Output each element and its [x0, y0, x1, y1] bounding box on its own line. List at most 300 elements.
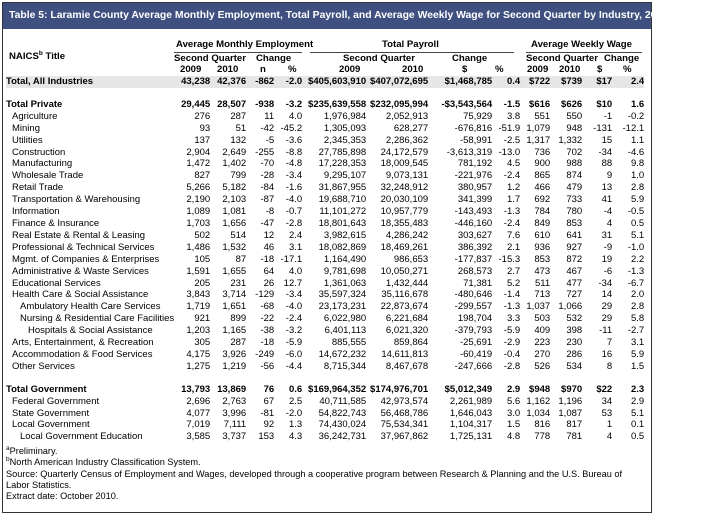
table-cell: 1,532	[222, 241, 247, 253]
table-cell: -255	[255, 146, 275, 158]
footnote-b-marker: b	[6, 456, 10, 464]
table-cell: 2.7	[506, 265, 521, 277]
table-title: Table 5: Laramie County Average Monthly Employment, Total Payroll, and Average Weekly Wage for Second Quarter by Industry, 2009 and 2010	[9, 10, 716, 21]
table-cell: 2.0	[630, 289, 645, 301]
table-cell: -2.4	[503, 170, 521, 182]
table-cell: 3,926	[222, 348, 247, 360]
table-cell: 231	[230, 277, 247, 289]
header-emp-n: n	[260, 64, 266, 75]
table-cell: 43,238	[174, 76, 210, 88]
table-cell: 137	[194, 134, 211, 146]
header-naics: NAICS	[9, 51, 39, 62]
footnote-b-text: North American Industry Classification System.	[9, 457, 201, 468]
table-cell: -9	[603, 241, 613, 253]
table-title-bar	[3, 3, 719, 29]
table-cell: -131	[593, 122, 613, 134]
table-cell: 1,196	[558, 395, 583, 407]
table-cell: -676,816	[454, 122, 493, 134]
table-cell: 936	[534, 241, 551, 253]
table-cell: 31	[601, 229, 613, 241]
table-cell: -11	[599, 325, 613, 337]
table-row	[6, 337, 644, 349]
table-cell: 853	[534, 253, 551, 265]
footnote-a	[6, 446, 642, 457]
table-cell: 198,704	[457, 313, 493, 325]
table-cell: 781	[566, 431, 583, 443]
table-cell: 380,957	[457, 182, 493, 194]
industry-title: Arts, Entertainment, & Recreation	[12, 337, 154, 349]
table-cell: 3,714	[222, 289, 247, 301]
table-cell: 1,079	[526, 122, 551, 134]
table-cell: 5,182	[222, 182, 247, 194]
footnote-a-text: Preliminary.	[9, 446, 58, 456]
table-cell: 927	[566, 241, 583, 253]
table-cell: 2.2	[630, 253, 645, 265]
table-cell: 76	[263, 383, 275, 395]
table-cell: $722	[520, 76, 550, 88]
table-cell: 12	[263, 229, 275, 241]
table-cell: 0.1	[630, 419, 645, 431]
extract-date-note: Extract date: October 2010.	[6, 491, 119, 502]
table-row	[6, 147, 644, 159]
industry-title: State Government	[12, 407, 90, 419]
table-row	[6, 278, 644, 290]
table-cell: 733	[566, 194, 583, 206]
table-row	[6, 289, 644, 301]
industry-title: Finance & Insurance	[12, 217, 100, 229]
table-cell: 9,295,107	[323, 170, 367, 182]
header-wage-second-quarter: Second Quarter	[526, 53, 598, 64]
table-cell: 1.3	[288, 419, 303, 431]
table-cell: 31,867,955	[318, 182, 367, 194]
table-cell: 3.0	[506, 407, 521, 419]
table-cell: 87	[235, 253, 247, 265]
table-cell: 778	[534, 431, 551, 443]
table-cell: -177,837	[454, 253, 493, 265]
table-cell: 6,022,980	[323, 313, 367, 325]
table-cell: -4.0	[285, 301, 303, 313]
table-cell: 2,345,353	[323, 134, 367, 146]
table-cell: -84	[260, 182, 275, 194]
table-cell: -299,557	[454, 301, 493, 313]
table-cell: -862	[246, 76, 274, 88]
table-cell: 2,190	[186, 194, 211, 206]
table-cell: 22,873,674	[380, 301, 429, 313]
table-cell: 3,982,615	[323, 229, 367, 241]
table-cell: 2.8	[630, 301, 645, 313]
table-cell: 899	[230, 313, 247, 325]
table-cell: -1.3	[503, 206, 521, 218]
header-wage-dollar: $	[597, 64, 603, 75]
table-cell: 874	[566, 170, 583, 182]
table-cell: 4,175	[186, 348, 211, 360]
table-cell: -2.0	[285, 407, 303, 419]
table-cell: 2.4	[612, 76, 644, 88]
table-cell: 628,277	[393, 122, 429, 134]
table-cell: 287	[230, 337, 247, 349]
table-cell: 5.1	[630, 407, 645, 419]
table-cell: 26	[263, 277, 275, 289]
table-cell: 11,101,272	[319, 206, 367, 218]
table-cell: 2,286,362	[385, 134, 429, 146]
table-row	[6, 135, 644, 147]
industry-title: Nursing & Residential Care Facilities	[20, 313, 175, 325]
industry-title: Total Government	[6, 383, 87, 395]
table-row	[6, 170, 644, 182]
table-cell: 41	[601, 194, 613, 206]
table-cell: 827	[194, 170, 211, 182]
table-cell: 341,399	[457, 194, 493, 206]
table-cell: 9,073,131	[385, 170, 429, 182]
table-cell: -129	[255, 289, 275, 301]
table-cell: 42,376	[210, 76, 246, 88]
table-cell: 18,355,483	[380, 217, 429, 229]
footnote-b	[6, 457, 642, 468]
table-cell: 4.0	[288, 110, 303, 122]
footnotes	[6, 446, 642, 502]
table-cell: -5	[265, 134, 275, 146]
table-cell: 988	[566, 158, 583, 170]
footnote-a-marker: a	[6, 444, 10, 452]
table-cell: 511	[535, 277, 551, 289]
table-cell: 18,082,869	[318, 241, 367, 253]
table-cell: 1,432,444	[385, 277, 429, 289]
table-cell: 74,430,024	[318, 419, 367, 431]
table-cell: 3.8	[506, 110, 521, 122]
table-cell: -34	[598, 277, 613, 289]
table-cell: -5.9	[285, 337, 303, 349]
table-cell: 29,445	[181, 98, 211, 110]
table-cell: 641	[566, 229, 583, 241]
table-cell: 13	[601, 182, 613, 194]
table-cell: 0.5	[630, 431, 645, 443]
table-cell: $616	[529, 98, 551, 110]
table-cell: 4	[606, 217, 613, 229]
table-cell: 19,688,710	[318, 194, 367, 206]
table-cell: 853	[566, 217, 583, 229]
table-cell: -34	[598, 146, 613, 158]
table-cell: $22	[596, 383, 613, 395]
table-cell: 88	[601, 158, 613, 170]
table-cell: 1,305,093	[323, 122, 367, 134]
industry-title: Other Services	[12, 360, 75, 372]
table-row	[6, 194, 644, 206]
table-cell: $232,095,994	[370, 98, 429, 110]
table-row	[6, 396, 644, 408]
table-cell: 1,591	[186, 265, 211, 277]
table-cell: 799	[230, 170, 247, 182]
table-cell: 20,030,109	[380, 194, 429, 206]
table-cell: 736	[534, 146, 551, 158]
table-cell: 305	[194, 337, 211, 349]
table-cell: 132	[230, 134, 247, 146]
table-cell: 2,261,989	[449, 395, 493, 407]
table-cell: 14	[601, 289, 613, 301]
table-cell: 2,696	[186, 395, 211, 407]
industry-title: Transportation & Warehousing	[12, 194, 141, 206]
table-cell: 286	[566, 348, 583, 360]
table-cell: -1.3	[503, 301, 521, 313]
table-cell: 9	[606, 170, 613, 182]
table-cell: 3.1	[630, 337, 645, 349]
table-cell: -4.6	[627, 146, 645, 158]
table-cell: 2,649	[222, 146, 247, 158]
industry-title: Mining	[12, 122, 40, 134]
header-employment-second-quarter: Second Quarter	[174, 53, 246, 64]
table-cell: 1,472	[186, 158, 211, 170]
table-cell: 692	[534, 194, 551, 206]
table-cell: 35,116,678	[381, 289, 429, 301]
naics-footnote-marker: b	[38, 49, 43, 57]
table-cell: $626	[561, 98, 583, 110]
table-cell: 780	[566, 206, 583, 218]
table-cell: -480,646	[454, 289, 493, 301]
table-cell: 526	[534, 360, 551, 372]
table-cell: 2.9	[506, 383, 521, 395]
table-cell: 2.9	[630, 395, 645, 407]
table-cell: -17.1	[280, 253, 303, 265]
table-cell: 35,597,324	[318, 289, 367, 301]
table-row	[6, 218, 644, 230]
header-wage-2009: 2009	[527, 64, 549, 75]
table-cell: $10	[596, 98, 613, 110]
table-cell: 1,725,131	[449, 431, 493, 443]
table-cell: 1,402	[222, 158, 247, 170]
table-cell: -0.5	[627, 206, 645, 218]
table-cell: -81	[260, 407, 275, 419]
table-cell: -87	[260, 194, 275, 206]
table-cell: -4.0	[285, 194, 303, 206]
table-cell: 2.1	[506, 241, 521, 253]
table-cell: -42	[260, 122, 275, 134]
table-cell: -2.8	[285, 217, 303, 229]
table-row	[6, 361, 644, 373]
table-cell: 14,672,232	[318, 348, 367, 360]
table-cell: 817	[566, 419, 583, 431]
table-cell: -1	[603, 110, 613, 122]
industry-title: Construction	[12, 146, 66, 158]
table-cell: 16	[601, 348, 613, 360]
table-cell: -2.4	[285, 313, 303, 325]
table-cell: 610	[534, 229, 551, 241]
table-cell: -6.7	[627, 277, 645, 289]
source-note: Source: Quarterly Census of Employment and Wages, developed through a cooperative program between Research & Planning and the U.S. Bureau of Labor Statistics.	[6, 468, 623, 490]
table-cell: 7	[606, 337, 613, 349]
table-cell: 1,164,490	[323, 253, 367, 265]
table-cell: 71,381	[463, 277, 493, 289]
table-cell: $1,468,785	[428, 76, 492, 88]
table-cell: 5.9	[630, 194, 645, 206]
table-cell: $948	[529, 383, 551, 395]
table-row	[6, 266, 644, 278]
table-cell: -1.4	[503, 289, 521, 301]
table-cell: 1,486	[186, 241, 211, 253]
table-cell: 3,585	[186, 431, 211, 443]
header-emp-2010: 2010	[217, 64, 239, 75]
industry-title: Accommodation & Food Services	[12, 348, 153, 360]
industry-title: Educational Services	[12, 277, 101, 289]
table-cell: 409	[534, 325, 551, 337]
table-cell: 5,266	[186, 182, 211, 194]
table-cell: 5.8	[630, 313, 645, 325]
table-row	[6, 182, 644, 194]
table-cell: 5.6	[506, 395, 521, 407]
table-cell: -938	[255, 98, 275, 110]
industry-title: Wholesale Trade	[12, 170, 84, 182]
table-cell: $407,072,695	[366, 76, 428, 88]
table-cell: 702	[566, 146, 583, 158]
table-cell: 153	[258, 431, 275, 443]
table-cell: 534	[566, 360, 583, 372]
table-cell: -8.8	[285, 146, 303, 158]
table-row	[6, 230, 644, 242]
table-cell: 0.5	[630, 217, 645, 229]
table-cell: $739	[550, 76, 582, 88]
table-cell: $5,012,349	[444, 383, 493, 395]
industry-title: Professional & Technical Services	[12, 241, 155, 253]
table-cell: 5.1	[630, 229, 645, 241]
table-row	[6, 206, 644, 218]
table-cell: -2.9	[503, 337, 521, 349]
table-cell: 37,967,862	[380, 431, 429, 443]
table-cell: 3,996	[222, 407, 247, 419]
table-cell: -3.2	[285, 98, 303, 110]
table-cell: -0.4	[503, 348, 521, 360]
industry-title: Utilities	[12, 134, 43, 146]
table-cell: -1.3	[627, 265, 645, 277]
header-payroll-group: Total Payroll	[382, 39, 439, 50]
table-cell: -2.0	[274, 76, 302, 88]
table-cell: 64	[263, 265, 275, 277]
table-cell: 23,173,231	[318, 301, 367, 313]
table-cell: 1.7	[506, 194, 521, 206]
table-cell: 13,869	[217, 383, 247, 395]
table-row	[6, 349, 644, 361]
table-cell: 54,822,743	[318, 407, 367, 419]
table-cell: 4	[606, 431, 613, 443]
table-cell: 865	[534, 170, 551, 182]
table-cell: 1,034	[526, 407, 551, 419]
table-cell: 205	[194, 277, 211, 289]
header-naics-title	[9, 51, 65, 63]
table-cell: 781,192	[457, 158, 493, 170]
header-emp-2009: 2009	[180, 64, 202, 75]
table-cell: $235,639,558	[308, 98, 367, 110]
table-cell: -28	[260, 170, 275, 182]
header-wage-pct: %	[623, 64, 632, 75]
table-cell: 8	[606, 360, 613, 372]
table-row	[6, 242, 644, 254]
table-cell: 1,081	[222, 206, 247, 218]
table-cell: 1.5	[506, 419, 521, 431]
table-cell: 15	[601, 134, 613, 146]
table-cell: -58,991	[459, 134, 493, 146]
table-cell: 1,656	[222, 217, 247, 229]
table-cell: -8	[265, 206, 275, 218]
table-cell: 3.1	[288, 241, 303, 253]
table-cell: 4,286,242	[385, 229, 429, 241]
table-cell: 849	[534, 217, 551, 229]
table-cell: 2.4	[288, 229, 303, 241]
table-cell: 4.5	[506, 158, 521, 170]
table-cell: 479	[566, 182, 583, 194]
table-cell: 105	[194, 253, 211, 265]
table-cell: 34	[601, 395, 613, 407]
table-cell: 503	[534, 313, 551, 325]
table-row	[6, 111, 644, 123]
table-cell: -$3,543,564	[441, 98, 493, 110]
table-cell: 1.0	[630, 170, 645, 182]
table-cell: -25,691	[459, 337, 493, 349]
table-cell: 398	[566, 325, 583, 337]
table-cell: 13,793	[181, 383, 211, 395]
table-cell: -15.3	[498, 253, 521, 265]
table-cell: -143,493	[454, 206, 493, 218]
header-pay-dollar: $	[462, 64, 468, 75]
table-cell: 29	[601, 313, 613, 325]
table-cell: -51.9	[498, 122, 521, 134]
table-cell: -0.2	[627, 110, 645, 122]
spacer-row	[6, 88, 644, 99]
table-cell: 3,737	[222, 431, 247, 443]
table-row	[6, 123, 644, 135]
industry-title: Health Care & Social Assistance	[12, 289, 149, 301]
table-cell: 1,361,063	[323, 277, 367, 289]
industry-table	[6, 76, 644, 443]
table-cell: 51	[235, 122, 247, 134]
table-cell: 713	[534, 289, 551, 301]
table-cell: -379,793	[454, 325, 493, 337]
header-wage-change: Change	[604, 53, 640, 64]
table-row	[6, 99, 644, 111]
industry-title: Local Government Education	[20, 431, 143, 443]
table-cell: 1.2	[506, 182, 521, 194]
table-cell: 230	[566, 337, 583, 349]
table-cell: 0.6	[288, 383, 303, 395]
table-cell: 1,066	[558, 301, 583, 313]
table-row	[6, 313, 644, 325]
table-cell: -70	[260, 158, 275, 170]
table-cell: 92	[263, 419, 275, 431]
table-cell: -3.6	[285, 134, 303, 146]
table-cell: $169,964,352	[308, 383, 367, 395]
table-cell: 3.3	[506, 313, 521, 325]
table-cell: -13.0	[498, 146, 521, 158]
header-wage-2010: 2010	[559, 64, 581, 75]
table-cell: 467	[566, 265, 583, 277]
title-footnote-marker: a	[715, 8, 719, 16]
table-cell: 67	[263, 395, 275, 407]
table-cell: 477	[566, 277, 583, 289]
table-cell: -22	[260, 313, 275, 325]
table-cell: 2,052,913	[385, 110, 429, 122]
table-cell: 8,715,344	[323, 360, 367, 372]
table-cell: 872	[566, 253, 583, 265]
table-cell: 42,973,574	[380, 395, 429, 407]
table-cell: 17,228,353	[318, 158, 367, 170]
table-cell: -1.0	[627, 241, 645, 253]
table-cell: 1,162	[526, 395, 551, 407]
table-cell: 727	[566, 289, 583, 301]
industry-title: Manufacturing	[12, 158, 73, 170]
table-cell: 1,104,317	[449, 419, 493, 431]
table-cell: -12.1	[622, 122, 645, 134]
table-cell: $174,976,701	[370, 383, 429, 395]
table-cell: 75,929	[463, 110, 493, 122]
table-cell: -3.4	[285, 170, 303, 182]
table-cell: 1,719	[186, 301, 211, 313]
table-cell: 1,651	[222, 301, 247, 313]
